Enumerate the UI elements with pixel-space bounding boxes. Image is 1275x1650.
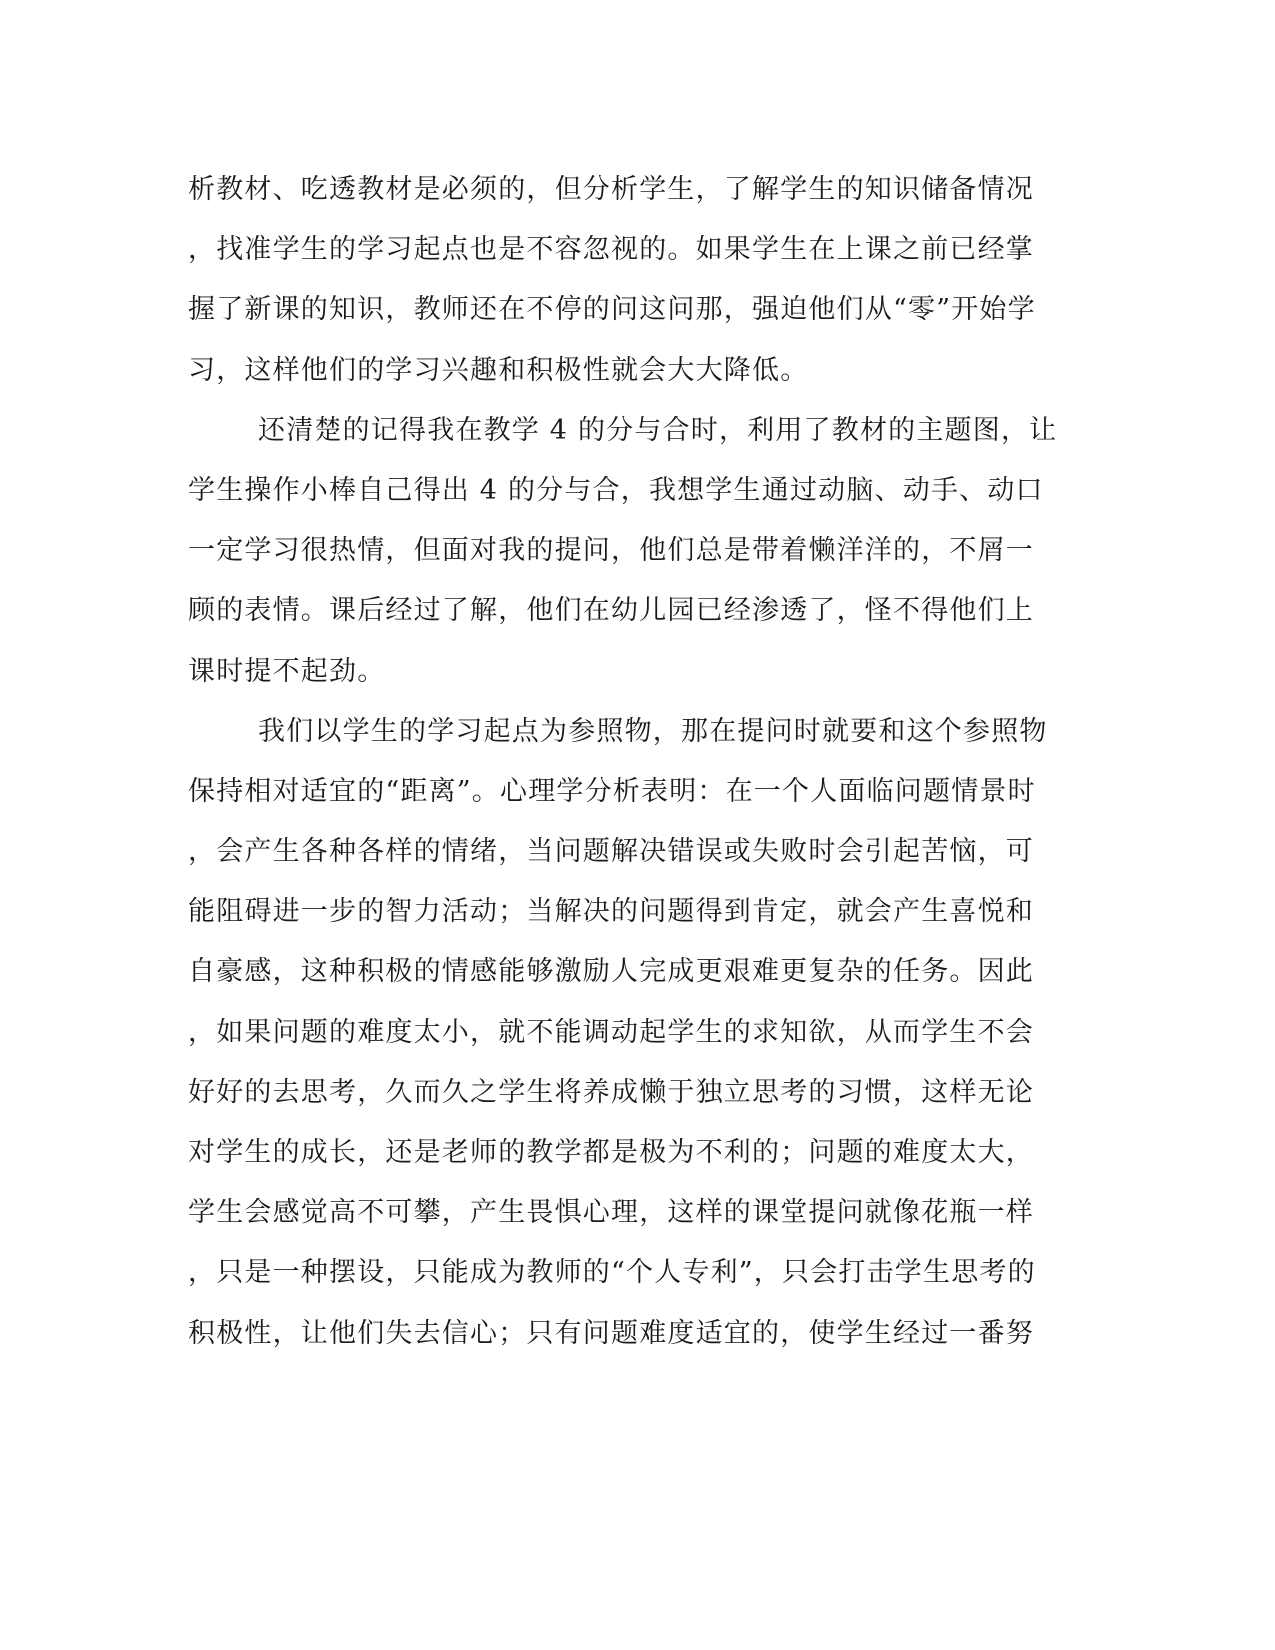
text-line: 析教材、吃透教材是必须的，但分析学生，了解学生的知识储备情况: [188, 174, 1034, 205]
text-line: ，只是一种摆设，只能成为教师的“个人专利”，只会打击学生思考的: [188, 1257, 1036, 1289]
text-line: 一定学习很热情，但面对我的提问，他们总是带着懒洋洋的，不屑一: [188, 535, 1034, 567]
text-line: 顾的表情。课后经过了解，他们在幼儿园已经渗透了，怪不得他们上: [188, 595, 1034, 627]
text-line: 习，这样他们的学习兴趣和积极性就会大大降低。: [188, 354, 809, 386]
paragraph-start-line: 还清楚的记得我在教学 4 的分与合时，利用了教材的主题图，让: [258, 414, 1058, 446]
text-line: 握了新课的知识，教师还在不停的问这问那，强迫他们从“零”开始学: [188, 294, 1036, 326]
text-line: 对学生的成长，还是老师的教学都是极为不利的；问题的难度太大，: [188, 1137, 1034, 1168]
paragraph-start-line: 我们以学生的学习起点为参照物，那在提问时就要和这个参照物: [258, 715, 1048, 747]
text-line: 能阻碍进一步的智力活动；当解决的问题得到肯定，就会产生喜悦和: [188, 896, 1034, 928]
text-line: ，找准学生的学习起点也是不容忽视的。如果学生在上课之前已经掌: [188, 234, 1034, 266]
text-line: ，会产生各种各样的情绪，当问题解决错误或失败时会引起苦恼，可: [188, 836, 1034, 868]
text-line: 课时提不起劲。: [188, 655, 386, 687]
body-text: [188, 160, 1068, 1364]
text-line: 保持相对适宜的“距离”。心理学分析表明：在一个人面临问题情景时: [188, 775, 1036, 807]
text-line: ，如果问题的难度太小，就不能调动起学生的求知欲，从而学生不会: [188, 1016, 1034, 1048]
text-line: 自豪感，这种积极的情感能够激励人完成更艰难更复杂的任务。因此: [188, 956, 1034, 988]
text-line: 积极性，让他们失去信心；只有问题难度适宜的，使学生经过一番努: [188, 1317, 1034, 1349]
text-line: 学生会感觉高不可攀，产生畏惧心理，这样的课堂提问就像花瓶一样: [188, 1197, 1034, 1229]
text-line: 好好的去思考，久而久之学生将养成懒于独立思考的习惯，这样无论: [188, 1076, 1034, 1108]
text-line: 学生操作小棒自己得出 4 的分与合，我想学生通过动脑、动手、动口: [188, 474, 1044, 506]
